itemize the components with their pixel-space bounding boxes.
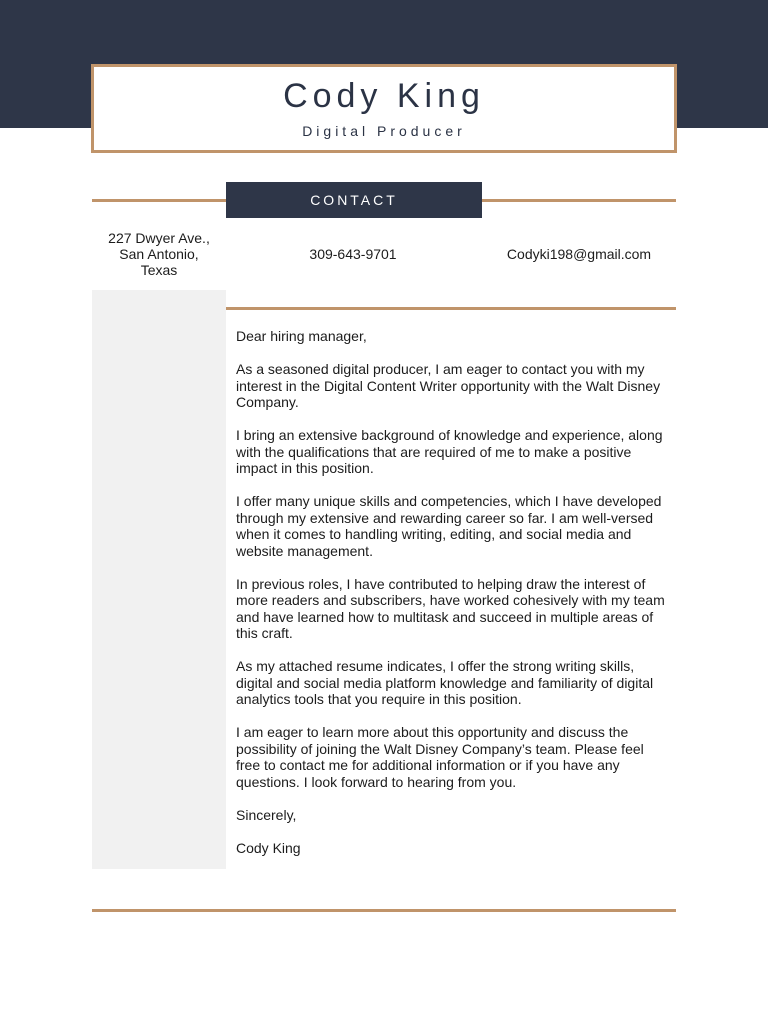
letter-paragraph: I am eager to learn more about this opportunity and discuss the possibility of joining the Walt Disney Company’s team. Please feel free to contact me for additional information or if you have any questions. I look forward to hearing from you. [236, 724, 644, 790]
letter-greeting: Dear hiring manager, [236, 328, 367, 344]
letter-paragraph: As a seasoned digital producer, I am eager to contact you with my interest in the Digital Content Writer opportunity with the Walt Disney Company. [236, 361, 661, 410]
applicant-name: Cody King [283, 77, 485, 115]
name-box [91, 64, 677, 153]
letter-divider-top [226, 307, 676, 310]
contact-phone: 309-643-9701 [309, 246, 397, 262]
letter-closing: Sincerely, [236, 806, 297, 823]
letter-paragraph: I bring an extensive background of knowledge and experience, along with the qualifications that are required of me to make a positive impact in this position. [236, 427, 663, 476]
address-line-3: Texas [140, 262, 178, 278]
letter-paragraph: As my attached resume indicates, I offer the strong writing skills, digital and social media platform knowledge and familiarity of digital analytics tools that you require in this position. [236, 658, 654, 707]
contact-divider-left [92, 199, 226, 202]
address-line-1: 227 Dwyer Ave., [108, 230, 210, 246]
cover-letter-body [236, 328, 666, 873]
footer-divider [92, 909, 676, 912]
letter-paragraph: In previous roles, I have contributed to helping draw the interest of more readers and subscribers, have worked cohesively with my team and have learned how to multitask and succeed in multiple areas of this craft. [236, 575, 665, 641]
letter-signature: Cody King [236, 839, 301, 856]
contact-divider-right [482, 199, 676, 202]
contact-address [92, 230, 226, 278]
contact-heading: CONTACT [226, 182, 482, 218]
contact-email: Codyki198@gmail.com [506, 246, 652, 262]
side-panel [92, 290, 226, 869]
letter-paragraph: I offer many unique skills and competencies, which I have developed through my extensive and rewarding career so far. I am well-versed when it comes to handling writing, editing, and social media and website management. [236, 493, 662, 559]
address-line-2: San Antonio, [119, 246, 199, 262]
applicant-title: Digital Producer [302, 123, 466, 139]
